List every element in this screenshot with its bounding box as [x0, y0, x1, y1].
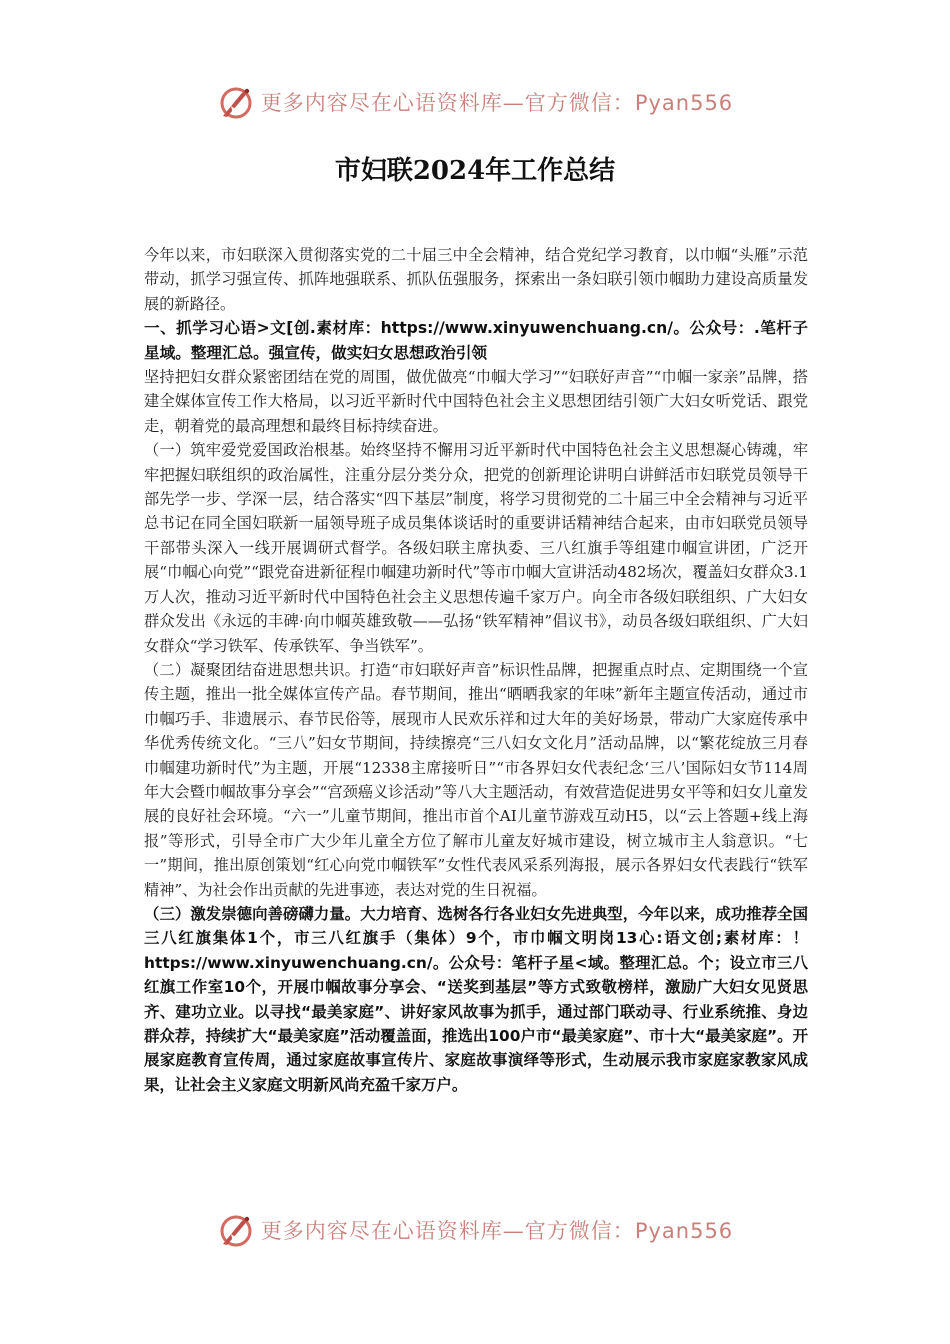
- section-heading-1: 一、抓学习心语>文[创.素材库：https://www.xinyuwenchuang.cn/。公众号：.笔杆子星域。整理汇总。强宣传，做实妇女思想政治引领: [144, 319, 808, 362]
- document-title: 市妇联2024年工作总结: [334, 156, 616, 186]
- brush-logo-icon: [217, 82, 257, 122]
- body-paragraph: （二）凝聚团结奋进思想共识。打造“市妇联好声音”标识性品牌，把握重点时点、定期围绕一个宣传主题，推出一批全媒体宣传产品。春节期间，推出“晒晒我家的年味”新年主题宣传活动，通过市巾帼巧手、非遗展示、春节民俗等，展现市人民欢乐祥和过大年的美好场景，带动广大家庭传承中华优秀传统文化。“三八”妇女节期间，持续擦亮“三八妇女文化月”活动品牌，以“繁花绽放三月春 巾帼建功新时代”为主题，开展“12338主席接听日”“市各界妇女代表纪念‘三八’国际妇女节114周年大会暨巾帼故事分享会”“宫颈癌义诊活动”等八大主题活动，有效营造促进男女平等和妇女儿童发展的良好社会环境。“六一”儿童节期间，推出市首个AI儿童节游戏互动H5，以“云上答题+线上海报”等形式，引导全市广大少年儿童全方位了解市儿童友好城市建设，树立城市主人翁意识。“七一”期间，推出原创策划“红心向党巾帼铁军”女性代表风采系列海报，展示各界妇女代表践行“铁军精神”、为社会作出贡献的先进事迹，表达对党的生日祝福。: [144, 660, 808, 899]
- body-paragraph: （一）筑牢爱党爱国政治根基。始终坚持不懈用习近平新时代中国特色社会主义思想凝心铸魂，牢牢把握妇联组织的政治属性，注重分层分类分众，把党的创新理论讲明白讲鲜活市妇联党员领导干部先学一步、学深一层，结合落实“四下基层”制度，将学习贯彻党的二十届三中全会精神与习近平总书记在同全国妇联新一届领导班子成员集体谈话时的重要讲话精神结合起来，由市妇联党员领导干部带头深入一线开展调研式督学。各级妇联主席执委、三八红旗手等组建巾帼宣讲团，广泛开展“巾帼心向党”“跟党奋进新征程巾帼建功新时代”等市巾帼大宣讲活动482场次，覆盖妇女群众3.1万人次，推动习近平新时代中国特色社会主义思想传遍千家万户。向全市各级妇联组织、广大妇女群众发出《永远的丰碑·向巾帼英雄致敬——弘扬“铁军精神”倡议书》，动员各级妇联组织、广大妇女群众“学习铁军、传承铁军、争当铁军”。: [144, 441, 808, 655]
- document-body: [144, 243, 808, 1097]
- watermark-text: 更多内容尽在心语资料库—官方微信：Pyan556: [260, 1219, 734, 1243]
- intro-paragraph: 今年以来，市妇联深入贯彻落实党的二十届三中全会精神，结合党纪学习教育，以巾帼“头雁”示范带动，抓学习强宣传、抓阵地强联系、抓队伍强服务，探索出一条妇联引领巾帼助力建设高质量发展的新路径。: [144, 246, 808, 313]
- footer-watermark-banner: [0, 1208, 950, 1252]
- header-watermark-banner: [0, 80, 950, 124]
- brush-logo-icon: [217, 1210, 257, 1250]
- body-paragraph: 坚持把妇女群众紧密团结在党的周围，做优做亮“巾帼大学习”“妇联好声音”“巾帼一家亲”品牌，搭建全媒体宣传工作大格局，以习近平新时代中国特色社会主义思想团结引领广大妇女听党话、跟党走，朝着党的最高理想和最终目标持续奋进。: [144, 368, 808, 435]
- watermark-text: 更多内容尽在心语资料库—官方微信：Pyan556: [260, 91, 734, 115]
- bold-paragraph: （三）激发崇德向善磅礴力量。大力培育、选树各行各业妇女先进典型，今年以来，成功推荐全国三八红旗集体1个，市三八红旗手（集体）9个，市巾帼文明岗13心:语文创;素材库：！https://www.xinyuwenchuang.cn/。公众号：笔杆子星<域。整理汇总。个；设立市三八红旗工作室10个，开展巾帼故事分享会、“送奖到基层”等方式致敬榜样，激励广大妇女见贤思齐、建功立业。以寻找“最美家庭”、讲好家风故事为抓手，通过部门联动寻、行业系统推、身边群众荐，持续扩大“最美家庭”活动覆盖面，推选出100户市“最美家庭”、市十大“最美家庭”。开展家庭教育宣传周，通过家庭故事宣传片、家庭故事演绎等形式，生动展示我市家庭家教家风成果，让社会主义家庭文明新风尚充盈千家万户。: [144, 904, 808, 1094]
